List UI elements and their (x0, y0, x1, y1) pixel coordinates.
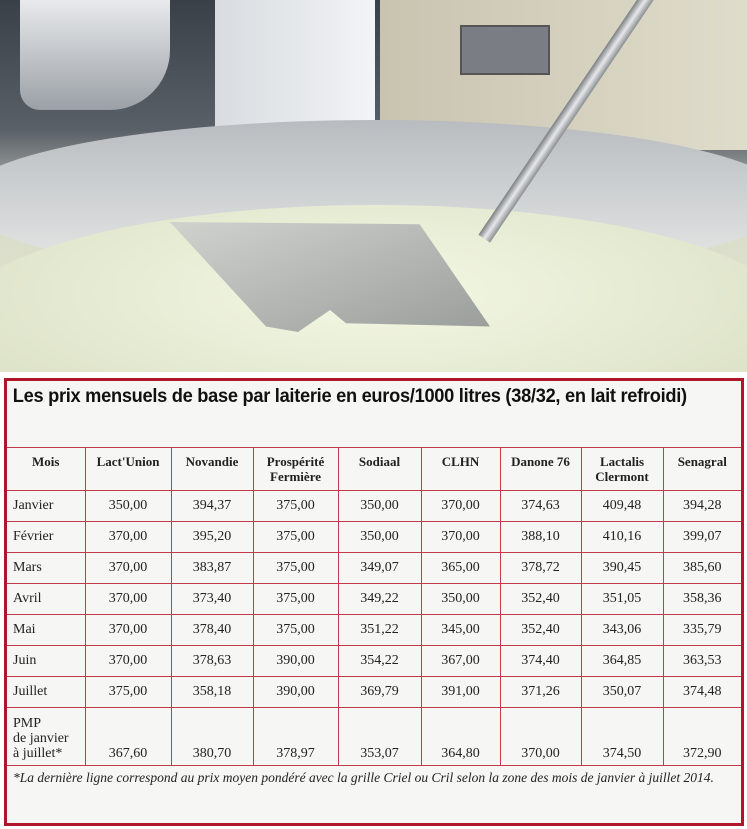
price-cell: 390,00 (253, 646, 338, 677)
month-cell: Mars (7, 553, 85, 584)
price-cell: 350,00 (421, 584, 500, 615)
table-row (7, 615, 741, 646)
price-cell: 375,00 (85, 677, 171, 708)
table-row (7, 491, 741, 522)
price-cell: 374,40 (500, 646, 581, 677)
price-cell: 388,10 (500, 522, 581, 553)
price-cell: 375,00 (253, 553, 338, 584)
price-cell: 371,26 (500, 677, 581, 708)
price-cell: 350,00 (338, 491, 421, 522)
price-cell: 375,00 (253, 522, 338, 553)
month-cell: Février (7, 522, 85, 553)
price-cell: 390,00 (253, 677, 338, 708)
table-row (7, 677, 741, 708)
column-header: Novandie (171, 448, 253, 491)
price-cell: 369,79 (338, 677, 421, 708)
month-cell: PMP de janvier à juillet* (7, 708, 85, 766)
price-table-box (4, 378, 744, 826)
price-cell: 394,37 (171, 491, 253, 522)
price-cell: 378,63 (171, 646, 253, 677)
price-cell: 370,00 (500, 708, 581, 766)
price-cell: 409,48 (581, 491, 663, 522)
price-cell: 350,00 (85, 491, 171, 522)
price-cell: 350,00 (338, 522, 421, 553)
month-cell: Juin (7, 646, 85, 677)
price-cell: 374,63 (500, 491, 581, 522)
month-cell: Juillet (7, 677, 85, 708)
price-cell: 370,00 (85, 584, 171, 615)
price-cell: 367,60 (85, 708, 171, 766)
price-cell: 391,00 (421, 677, 500, 708)
month-cell: Avril (7, 584, 85, 615)
price-cell: 373,40 (171, 584, 253, 615)
price-cell: 335,79 (663, 615, 741, 646)
price-cell: 399,07 (663, 522, 741, 553)
footnote: *La dernière ligne correspond au prix moyen pondéré avec la grille Criel ou Cril selon la zone des mois de janvier à juillet 2014. (13, 770, 714, 785)
price-cell: 395,20 (171, 522, 253, 553)
price-cell: 365,00 (421, 553, 500, 584)
table-row (7, 584, 741, 615)
price-cell: 349,22 (338, 584, 421, 615)
price-cell: 363,53 (663, 646, 741, 677)
price-cell: 378,97 (253, 708, 338, 766)
price-cell: 352,40 (500, 584, 581, 615)
price-cell: 375,00 (253, 491, 338, 522)
price-cell: 352,40 (500, 615, 581, 646)
price-cell: 374,50 (581, 708, 663, 766)
price-cell: 383,87 (171, 553, 253, 584)
price-cell: 375,00 (253, 615, 338, 646)
price-cell: 370,00 (421, 522, 500, 553)
column-header: Sodiaal (338, 448, 421, 491)
price-cell: 380,70 (171, 708, 253, 766)
tank-truck (20, 0, 170, 110)
price-cell: 370,00 (421, 491, 500, 522)
price-cell: 374,48 (663, 677, 741, 708)
table-row (7, 522, 741, 553)
column-header: Danone 76 (500, 448, 581, 491)
column-header: Mois (7, 448, 85, 491)
column-header: Senagral (663, 448, 741, 491)
price-cell: 343,06 (581, 615, 663, 646)
price-cell: 378,40 (171, 615, 253, 646)
price-cell: 410,16 (581, 522, 663, 553)
price-cell: 358,18 (171, 677, 253, 708)
price-cell: 351,05 (581, 584, 663, 615)
price-cell: 385,60 (663, 553, 741, 584)
price-cell: 370,00 (85, 615, 171, 646)
table-row (7, 646, 741, 677)
milk-tank-photo (0, 0, 747, 372)
price-table (7, 447, 741, 766)
price-cell: 349,07 (338, 553, 421, 584)
price-cell: 378,72 (500, 553, 581, 584)
price-cell: 390,45 (581, 553, 663, 584)
price-cell: 370,00 (85, 553, 171, 584)
column-header: Lactalis Clermont (581, 448, 663, 491)
column-header: Lact'Union (85, 448, 171, 491)
price-cell: 367,00 (421, 646, 500, 677)
price-cell: 375,00 (253, 584, 338, 615)
price-cell: 370,00 (85, 522, 171, 553)
table-row (7, 708, 741, 766)
control-panel (460, 25, 550, 75)
price-cell: 351,22 (338, 615, 421, 646)
price-cell: 364,85 (581, 646, 663, 677)
price-cell: 354,22 (338, 646, 421, 677)
month-cell: Mai (7, 615, 85, 646)
price-cell: 345,00 (421, 615, 500, 646)
price-cell: 358,36 (663, 584, 741, 615)
price-cell: 350,07 (581, 677, 663, 708)
price-cell: 372,90 (663, 708, 741, 766)
table-row (7, 553, 741, 584)
column-header: CLHN (421, 448, 500, 491)
column-header: Prospérité Fermière (253, 448, 338, 491)
price-cell: 394,28 (663, 491, 741, 522)
price-cell: 370,00 (85, 646, 171, 677)
price-cell: 364,80 (421, 708, 500, 766)
month-cell: Janvier (7, 491, 85, 522)
table-title: Les prix mensuels de base par laiterie en euros/1000 litres (38/32, en lait refroidi) (12, 386, 687, 407)
price-cell: 353,07 (338, 708, 421, 766)
header-row (7, 448, 741, 491)
